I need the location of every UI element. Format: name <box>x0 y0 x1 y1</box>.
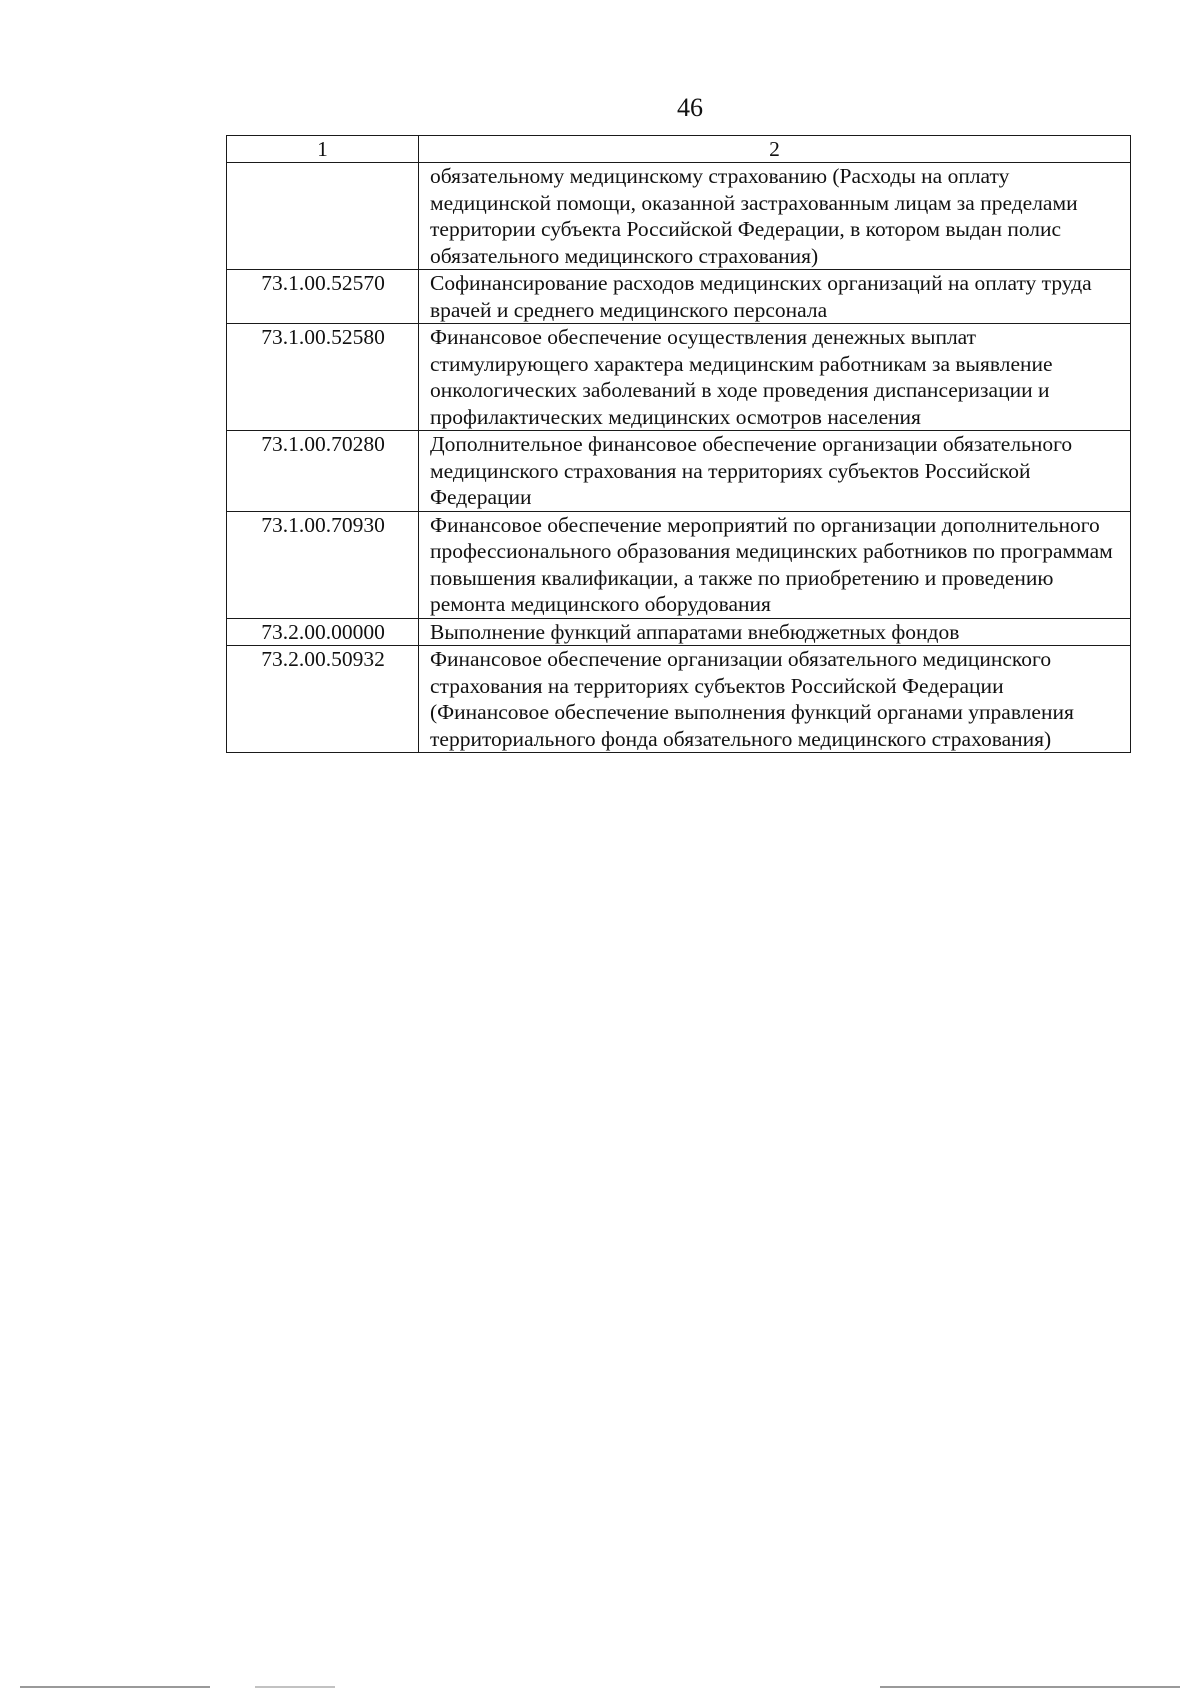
table-row <box>227 511 1131 618</box>
table-row <box>227 270 1131 324</box>
row-code <box>227 163 419 270</box>
table-row <box>227 646 1131 753</box>
row-code: 73.1.00.52580 <box>227 324 419 431</box>
table-row <box>227 431 1131 512</box>
row-code: 73.2.00.50932 <box>227 646 419 753</box>
scan-edge-line-left <box>20 1686 210 1688</box>
row-code: 73.2.00.00000 <box>227 618 419 646</box>
page-number: 46 <box>677 93 703 122</box>
table-header-row <box>227 136 1131 163</box>
table-row <box>227 163 1131 270</box>
row-description: Финансовое обеспечение организации обязательного медицинского страхования на территориях субъектов Российской Федерации (Финансовое обеспечение выполнения функций органами управления территориального фонда обязательного медицинского страхования) <box>419 646 1131 753</box>
column-header-2: 2 <box>419 136 1131 163</box>
row-description: Дополнительное финансовое обеспечение организации обязательного медицинского страхования на территориях субъектов Российской Федерации <box>419 431 1131 512</box>
row-description: Финансовое обеспечение мероприятий по организации дополнительного профессионального образования медицинских работников по программам повышения квалификации, а также по приобретению и проведению ремонта медицинского оборудования <box>419 511 1131 618</box>
table-row <box>227 324 1131 431</box>
scan-edge-line-right <box>880 1686 1180 1688</box>
scan-edge-line-middle <box>255 1686 335 1688</box>
row-description: Выполнение функций аппаратами внебюджетных фондов <box>419 618 1131 646</box>
budget-classification-table <box>226 135 1131 753</box>
row-description: обязательному медицинскому страхованию (Расходы на оплату медицинской помощи, оказанной застрахованным лицам за пределами территории субъекта Российской Федерации, в котором выдан полис обязательного медицинского страхования) <box>419 163 1131 270</box>
row-code: 73.1.00.70280 <box>227 431 419 512</box>
row-description: Финансовое обеспечение осуществления денежных выплат стимулирующего характера медицинским работникам за выявление онкологических заболеваний в ходе проведения диспансеризации и профилактических медицинских осмотров населения <box>419 324 1131 431</box>
row-code: 73.1.00.70930 <box>227 511 419 618</box>
row-code: 73.1.00.52570 <box>227 270 419 324</box>
table-row <box>227 618 1131 646</box>
row-description: Софинансирование расходов медицинских организаций на оплату труда врачей и среднего медицинского персонала <box>419 270 1131 324</box>
column-header-1: 1 <box>227 136 419 163</box>
